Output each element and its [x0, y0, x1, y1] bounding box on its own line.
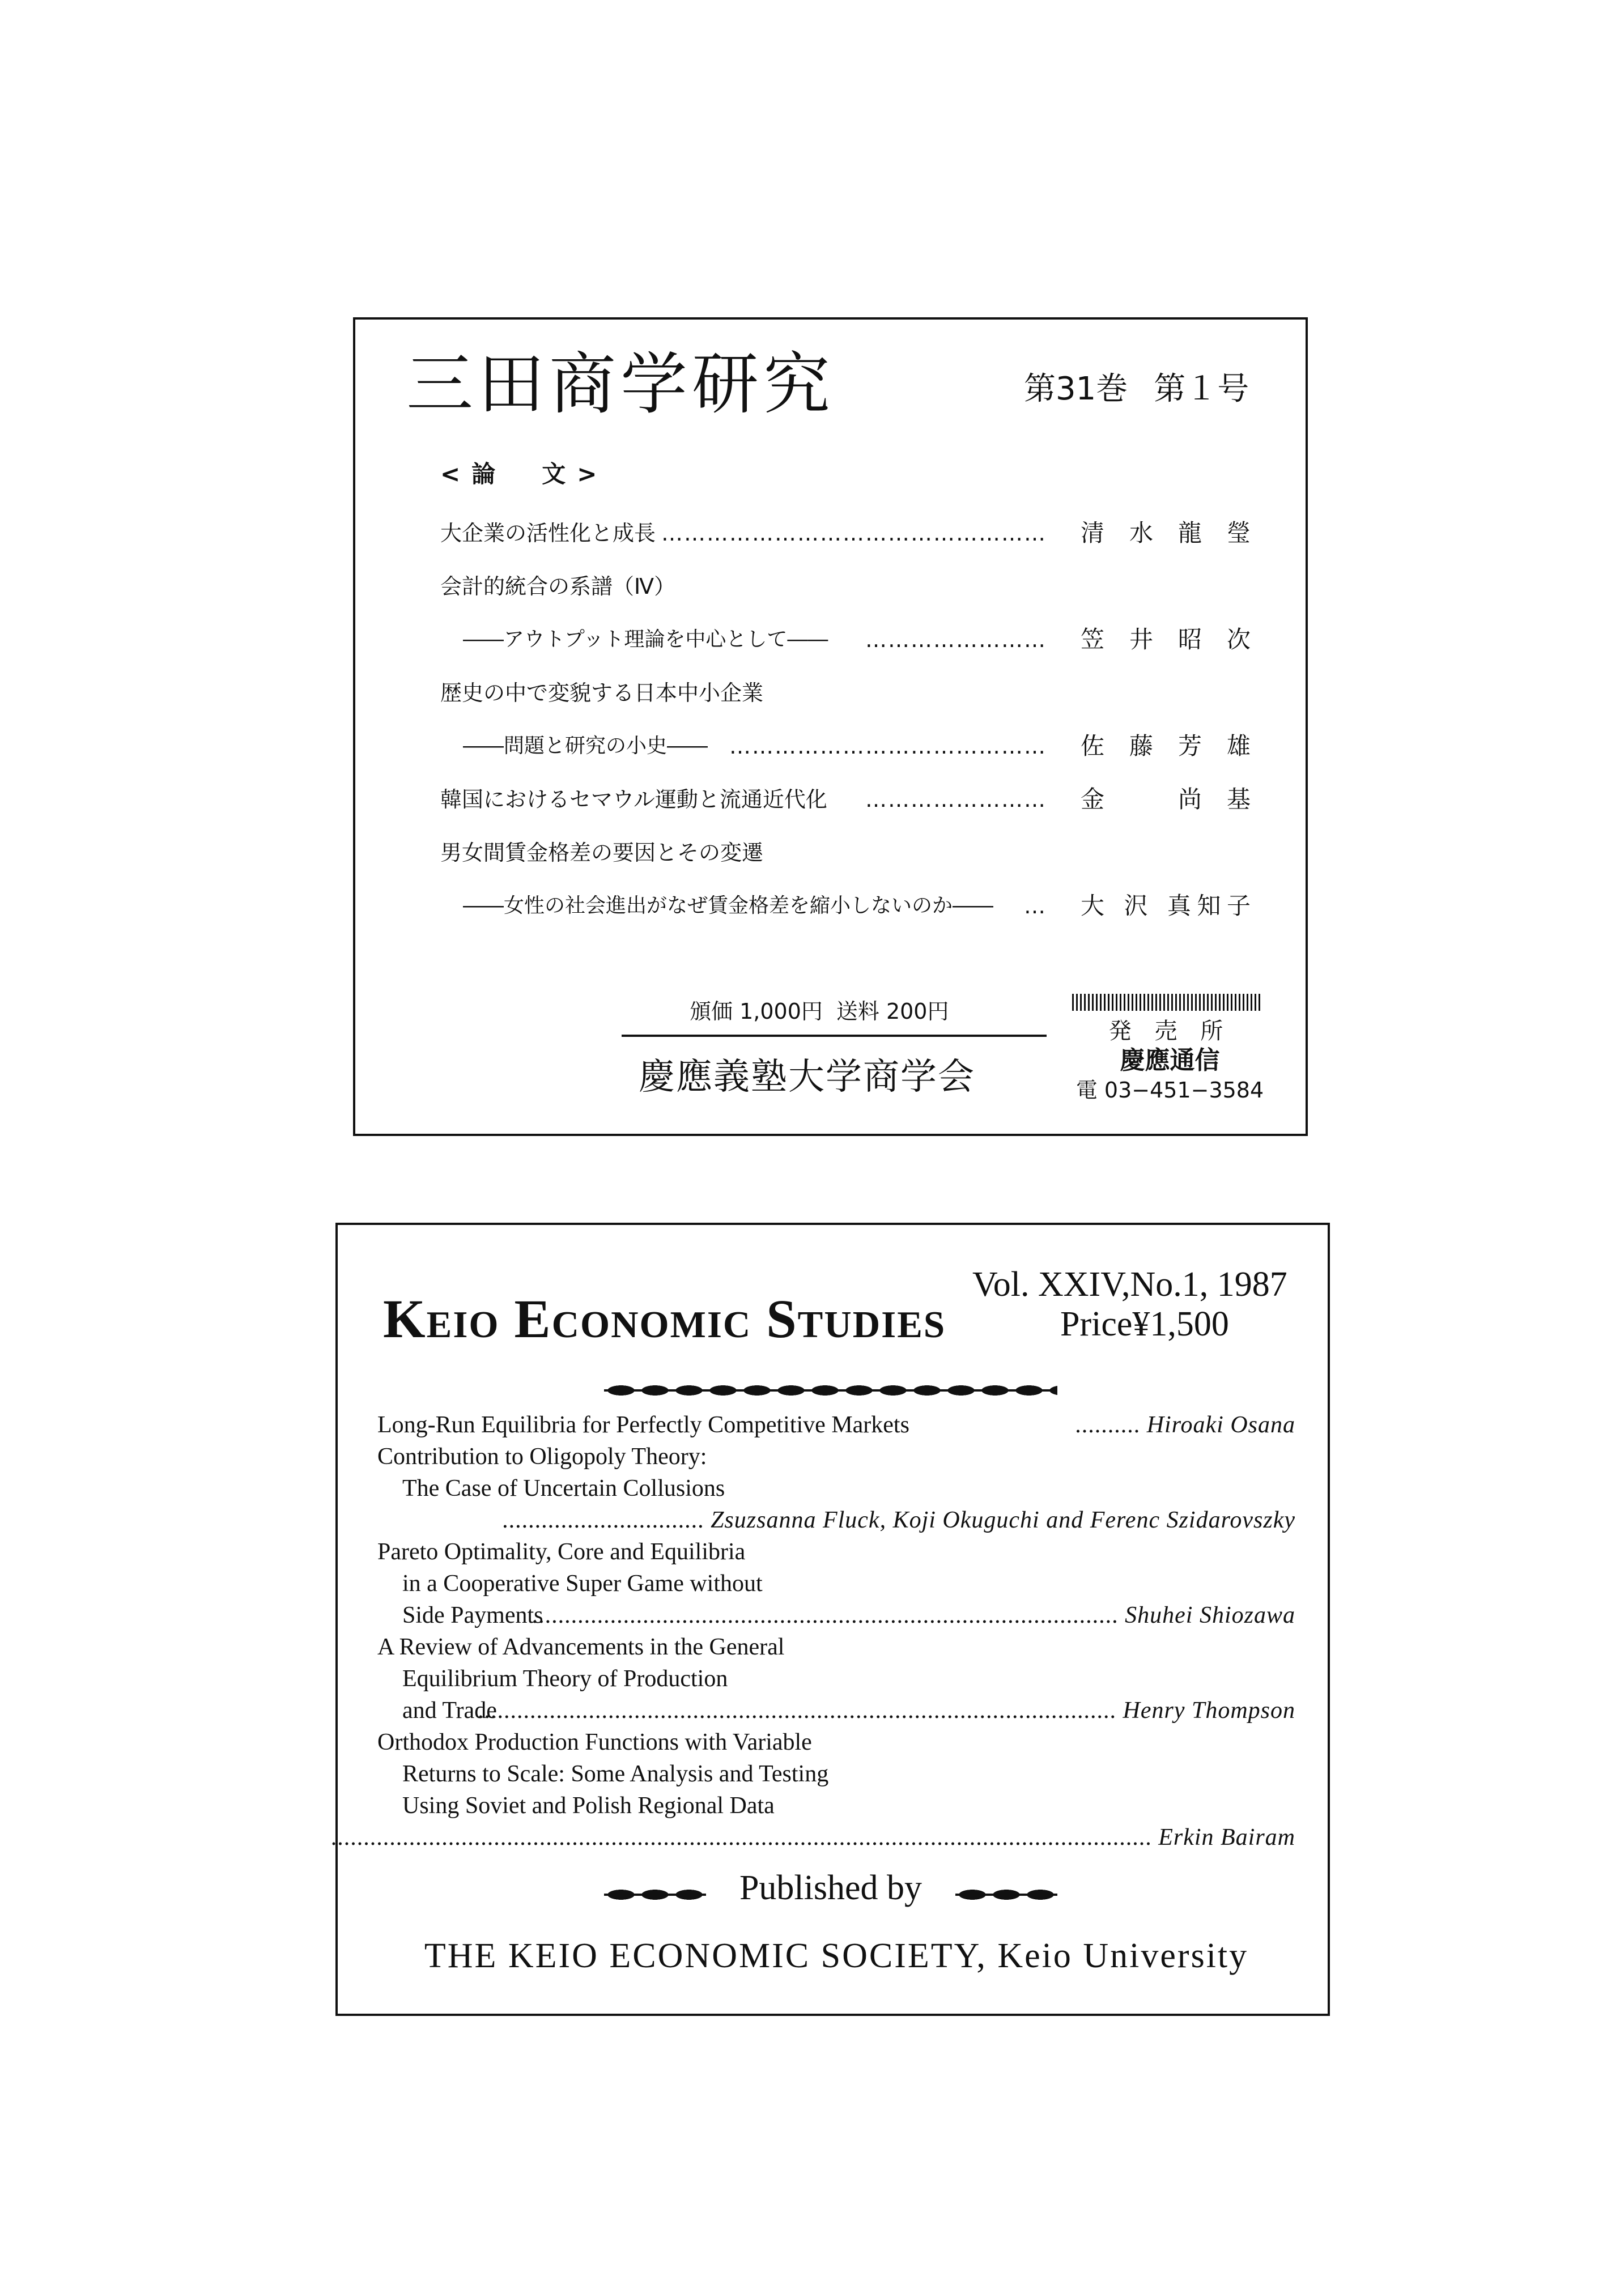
- toc-row: [377, 1631, 1295, 1663]
- distributor-phone: 電 03−451−3584: [1075, 1078, 1264, 1103]
- dot-leader: ..........: [1075, 1412, 1141, 1438]
- article-title: 会計的統合の系譜（Ⅳ）: [440, 574, 676, 599]
- ornament-divider: [604, 1384, 1057, 1397]
- article-author: 大 沢 真知子: [1081, 892, 1251, 920]
- article-title: Using Soviet and Polish Regional Data: [402, 1793, 775, 1819]
- toc-row: [377, 1568, 1295, 1599]
- toc-row: [377, 1504, 1295, 1536]
- dot-leader: ..............................................................................................................................: [330, 1824, 1152, 1850]
- toc-row: [440, 826, 1234, 879]
- toc-row: [377, 1790, 1295, 1822]
- dot-leader: ……………………: [865, 787, 1047, 812]
- article-title: The Case of Uncertain Collusions: [402, 1475, 725, 1501]
- dot-leader: ……………………: [865, 627, 1047, 652]
- table-of-contents: [440, 507, 1251, 933]
- toc-row: [377, 1473, 1295, 1504]
- dot-leader: ……………………………………………: [661, 521, 1047, 546]
- article-title: and Trade: [402, 1698, 497, 1724]
- dot-leader: ..................................................................................................: [478, 1698, 1116, 1724]
- volume-number: 第31巻: [1024, 371, 1128, 407]
- issue-info: [1024, 364, 1249, 409]
- toc-row: [377, 1758, 1295, 1790]
- article-author: 笠 井 昭 次: [1081, 626, 1251, 653]
- dot-leader: ……………………………………: [729, 734, 1047, 759]
- toc-row: [377, 1663, 1295, 1695]
- price: 頒価 1,000円: [690, 999, 823, 1024]
- article-author: Henry Thompson: [1123, 1698, 1295, 1724]
- volume-info: Vol. XXIV,No.1, 1987: [972, 1265, 1287, 1304]
- article-author: Erkin Bairam: [1158, 1824, 1295, 1850]
- published-by-label: Published by: [739, 1869, 922, 1907]
- dot-leader: …: [1024, 894, 1047, 918]
- toc-row: [440, 720, 1251, 773]
- article-title: Long-Run Equilibria for Perfectly Competitive Markets: [377, 1412, 909, 1438]
- barcode-strip: [1072, 994, 1262, 1011]
- toc-row: [330, 1822, 1295, 1853]
- journal-title: Keio Economic Studies: [383, 1288, 946, 1349]
- article-title: Contribution to Oligopoly Theory:: [377, 1444, 707, 1470]
- article-author: Hiroaki Osana: [1146, 1412, 1295, 1438]
- article-title: 韓国におけるセマウル運動と流通近代化: [440, 787, 827, 812]
- price: Price¥1,500: [1060, 1305, 1229, 1343]
- article-author: Zsuzsanna Fluck, Koji Okuguchi and Ferenc Szidarovszky: [711, 1507, 1295, 1533]
- article-author: 金 尚 基: [1081, 785, 1251, 813]
- article-author: 清 水 龍 瑩: [1081, 519, 1251, 547]
- publisher-name: 慶應義塾大学商学会: [639, 1056, 975, 1098]
- article-title: 歴史の中で変貌する日本中小企業: [440, 680, 764, 705]
- toc-row: [377, 1536, 1295, 1568]
- mita-ad-box: [353, 317, 1308, 1136]
- article-author: Shuhei Shiozawa: [1125, 1602, 1295, 1628]
- kes-ad-box: [330, 1223, 1330, 2016]
- table-of-contents: [330, 1409, 1295, 1853]
- postage: 送料 200円: [836, 999, 949, 1024]
- dot-leader: ...............................: [502, 1507, 704, 1533]
- article-author: 佐 藤 芳 雄: [1081, 732, 1251, 760]
- article-title: Pareto Optimality, Core and Equilibria: [377, 1539, 746, 1565]
- toc-row: [377, 1599, 1295, 1631]
- article-title: Equilibrium Theory of Production: [402, 1666, 728, 1692]
- toc-row: [440, 613, 1251, 666]
- article-title: 大企業の活性化と成長: [440, 521, 656, 546]
- ornament-right: [955, 1888, 1057, 1901]
- journal-title: 三田商学研究: [406, 345, 835, 423]
- article-title: Returns to Scale: Some Analysis and Testing: [402, 1761, 829, 1787]
- issue-number: 第１号: [1154, 371, 1249, 407]
- toc-row: [440, 507, 1251, 560]
- article-subtitle: ――問題と研究の小史――: [463, 734, 708, 758]
- toc-row: [377, 1441, 1295, 1473]
- toc-row: [377, 1409, 1295, 1441]
- toc-row: [440, 560, 1234, 613]
- article-subtitle: ――女性の社会進出がなぜ賃金格差を縮小しないのか――: [463, 894, 994, 917]
- toc-row: [377, 1726, 1295, 1758]
- section-heading: <論 文>: [440, 460, 609, 488]
- distributor-name: 慶應通信: [1120, 1046, 1220, 1075]
- article-title: Side Payments: [402, 1602, 543, 1628]
- society-name: THE KEIO ECONOMIC SOCIETY, Keio University: [424, 1937, 1249, 1975]
- article-title: A Review of Advancements in the General: [377, 1634, 785, 1660]
- article-title: in a Cooperative Super Game without: [402, 1571, 763, 1597]
- price-info: [690, 994, 949, 1025]
- distributor-block: [1072, 1016, 1268, 1105]
- toc-row: [440, 773, 1251, 826]
- toc-row: [377, 1695, 1295, 1726]
- publisher-rule: [622, 1035, 1047, 1037]
- article-title: 男女間賃金格差の要因とその変遷: [440, 840, 764, 865]
- toc-row: [440, 666, 1234, 720]
- article-title: Orthodox Production Functions with Variable: [377, 1729, 812, 1755]
- article-subtitle: ――アウトプット理論を中心として――: [463, 628, 828, 651]
- toc-row: [440, 879, 1251, 933]
- dot-leader: ..........................................................................................: [532, 1602, 1119, 1628]
- distributor-label: 発 売 所: [1108, 1018, 1231, 1044]
